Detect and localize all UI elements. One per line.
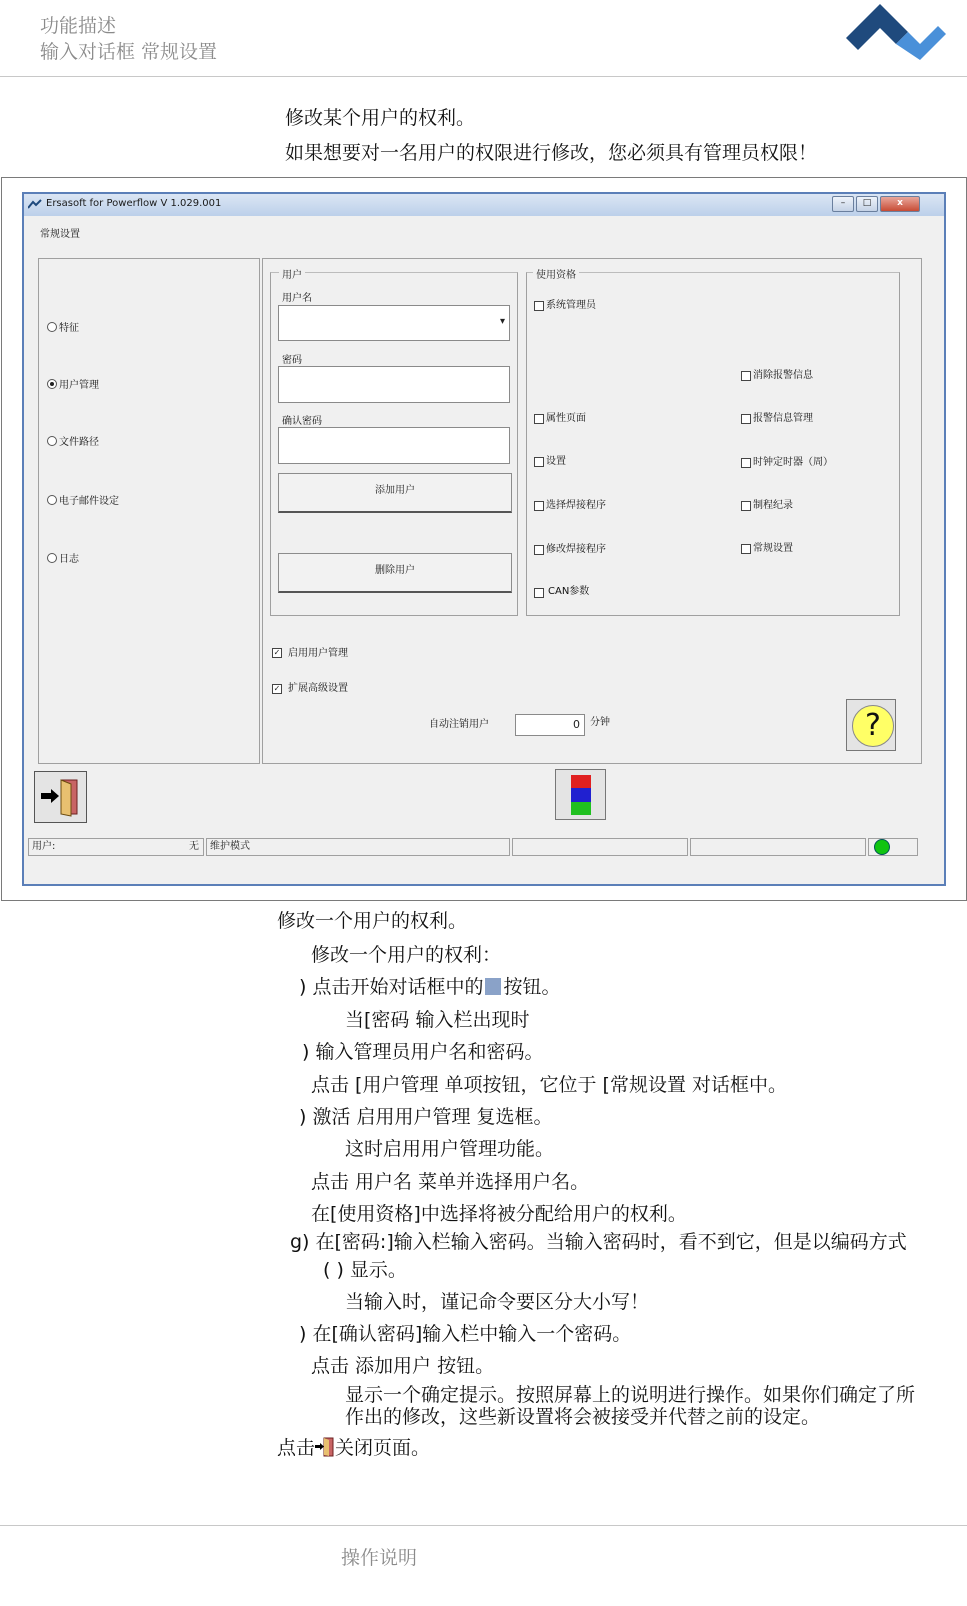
status-empty-1	[512, 838, 688, 856]
color-settings-button[interactable]	[555, 769, 606, 820]
checkbox-clear-alarms[interactable]	[741, 371, 751, 381]
checkbox-settings[interactable]	[534, 457, 544, 467]
checkbox-process-record[interactable]	[741, 501, 751, 511]
radio-user-management[interactable]	[47, 379, 57, 389]
auto-logout-unit: 分钟	[590, 717, 610, 728]
qual-settings: 设置	[546, 456, 566, 467]
step-a-text: ) 点击开始对话框中的	[299, 976, 484, 998]
qual-alarm-management: 报警信息管理	[753, 413, 813, 424]
enable-user-management-label: 启用用户管理	[288, 648, 348, 659]
app-icon	[28, 199, 42, 209]
step-a-text-2: 按钮。	[503, 976, 561, 998]
nav-label-features: 特征	[59, 323, 79, 334]
chevron-down-icon: ▾	[499, 316, 505, 327]
step-e: 点击 用户名 菜单并选择用户名。	[311, 1171, 590, 1193]
section-title: 功能描述	[40, 15, 117, 37]
step-close-text: 点击	[277, 1437, 316, 1459]
username-label: 用户名	[282, 293, 312, 304]
nav-label-file-path: 文件路径	[59, 437, 99, 448]
checkbox-timer[interactable]	[741, 458, 751, 468]
title-bar	[24, 194, 944, 216]
qual-general-settings: 常规设置	[753, 543, 793, 554]
minimize-button[interactable]: –	[832, 196, 854, 212]
step-a-result: 当[密码 输入栏出现时	[345, 1009, 530, 1031]
step-c: 点击 [用户管理 单项按钮，它位于 [常规设置 对话框中。	[311, 1074, 787, 1096]
checkbox-general-settings[interactable]	[741, 544, 751, 554]
auto-logout-input[interactable]: 0	[515, 714, 585, 736]
qual-select-program: 选择焊接程序	[546, 500, 606, 511]
qual-sysadmin: 系统管理员	[546, 300, 596, 311]
status-bar	[24, 836, 944, 858]
delete-user-button[interactable]: 删除用户	[278, 553, 512, 593]
username-dropdown[interactable]	[278, 305, 510, 341]
start-dialog-icon	[485, 978, 501, 995]
help-icon: ?	[852, 705, 894, 747]
qualification-groupbox	[526, 272, 900, 616]
subsection-title: 输入对话框 常规设置	[40, 41, 218, 63]
checkbox-select-program[interactable]	[534, 501, 544, 511]
step-h: ) 在[确认密码]输入栏中输入一个密码。	[299, 1323, 632, 1345]
nav-panel	[38, 258, 260, 764]
step-g: g) 在[密码:]输入栏输入密码。当输入密码时，看不到它，但是以编码方式	[290, 1231, 907, 1253]
exit-button[interactable]	[34, 771, 87, 823]
confirm-password-input[interactable]	[278, 427, 510, 464]
status-indicator-cell	[868, 838, 918, 856]
qual-timer: 时钟定时器（周）	[753, 457, 833, 468]
status-user-label: 用户:	[32, 841, 56, 852]
step-close	[277, 1433, 430, 1460]
company-logo	[846, 2, 946, 64]
qualification-legend: 使用资格	[533, 266, 579, 281]
status-indicator-icon	[874, 839, 890, 855]
body-heading: 修改一个用户的权利。	[277, 910, 468, 932]
status-user-value: 无	[189, 841, 199, 852]
step-i-result-1: 显示一个确定提示。按照屏幕上的说明进行操作。如果你们确定了所	[345, 1384, 916, 1406]
checkbox-extended-settings[interactable]: ✓	[273, 684, 281, 693]
password-input[interactable]	[278, 366, 510, 403]
step-i: 点击 添加用户 按钮。	[311, 1355, 495, 1377]
checkbox-alarm-management[interactable]	[741, 414, 751, 424]
footer-divider	[0, 1525, 967, 1526]
checkbox-sysadmin[interactable]	[534, 301, 544, 311]
step-close-text-2: 关闭页面。	[335, 1437, 431, 1459]
header-divider	[0, 76, 967, 77]
nav-label-email: 电子邮件设定	[59, 496, 119, 507]
window-title: Ersasoft for Powerflow V 1.029.001	[46, 198, 222, 209]
radio-email[interactable]	[47, 495, 57, 505]
status-empty-2	[690, 838, 866, 856]
nav-label-log: 日志	[59, 554, 79, 565]
step-d: ) 激活 启用用户管理 复选框。	[299, 1106, 553, 1128]
user-legend: 用户	[279, 266, 305, 281]
status-user-cell	[28, 838, 204, 856]
checkbox-can-params[interactable]	[534, 588, 544, 598]
intro-title: 修改某个用户的权利。	[285, 107, 476, 129]
add-user-button[interactable]: 添加用户	[278, 473, 512, 513]
password-label: 密码	[282, 355, 302, 366]
step-intro: 修改一个用户的权利：	[311, 944, 502, 966]
nav-label-user-management: 用户管理	[59, 380, 99, 391]
step-g-note: 当输入时，谨记命令要区分大小写！	[345, 1291, 650, 1313]
step-d-result: 这时启用用户管理功能。	[345, 1138, 555, 1160]
close-button[interactable]: x	[880, 196, 920, 212]
radio-log[interactable]	[47, 553, 57, 563]
qual-properties: 属性页面	[546, 413, 586, 424]
step-f: 在[使用资格]中选择将被分配给用户的权利。	[311, 1203, 687, 1225]
extended-settings-label: 扩展高级设置	[288, 683, 348, 694]
auto-logout-label: 自动注销用户	[429, 719, 489, 730]
maximize-button[interactable]: □	[856, 196, 878, 212]
exit-door-icon	[39, 776, 83, 818]
step-b: ) 输入管理员用户名和密码。	[302, 1041, 544, 1063]
help-button[interactable]	[846, 699, 896, 751]
checkbox-properties[interactable]	[534, 414, 544, 424]
step-a	[299, 972, 560, 999]
intro-note: 如果想要对一名用户的权限进行修改，您必须具有管理员权限！	[285, 142, 818, 164]
step-i-result-2: 作出的修改，这些新设置将会被接受并代替之前的设定。	[345, 1406, 821, 1428]
radio-features[interactable]	[47, 322, 57, 332]
app-window	[22, 192, 946, 886]
radio-file-path[interactable]	[47, 436, 57, 446]
user-groupbox	[270, 272, 518, 616]
status-mode: 维护模式	[206, 838, 510, 856]
confirm-password-label: 确认密码	[282, 416, 322, 427]
checkbox-enable-user-management[interactable]: ✓	[273, 648, 281, 657]
qual-modify-program: 修改焊接程序	[546, 544, 606, 555]
qual-can-params: CAN参数	[548, 586, 590, 597]
step-g-cont: ( ) 显示。	[323, 1259, 407, 1281]
qual-clear-alarms: 消除报警信息	[753, 370, 813, 381]
checkbox-modify-program[interactable]	[534, 545, 544, 555]
footer-label: 操作说明	[341, 1547, 418, 1569]
exit-door-icon	[315, 1437, 335, 1457]
section-label: 常规设置	[40, 229, 80, 240]
qual-process-record: 制程纪录	[753, 500, 793, 511]
color-bars-icon	[571, 775, 591, 815]
